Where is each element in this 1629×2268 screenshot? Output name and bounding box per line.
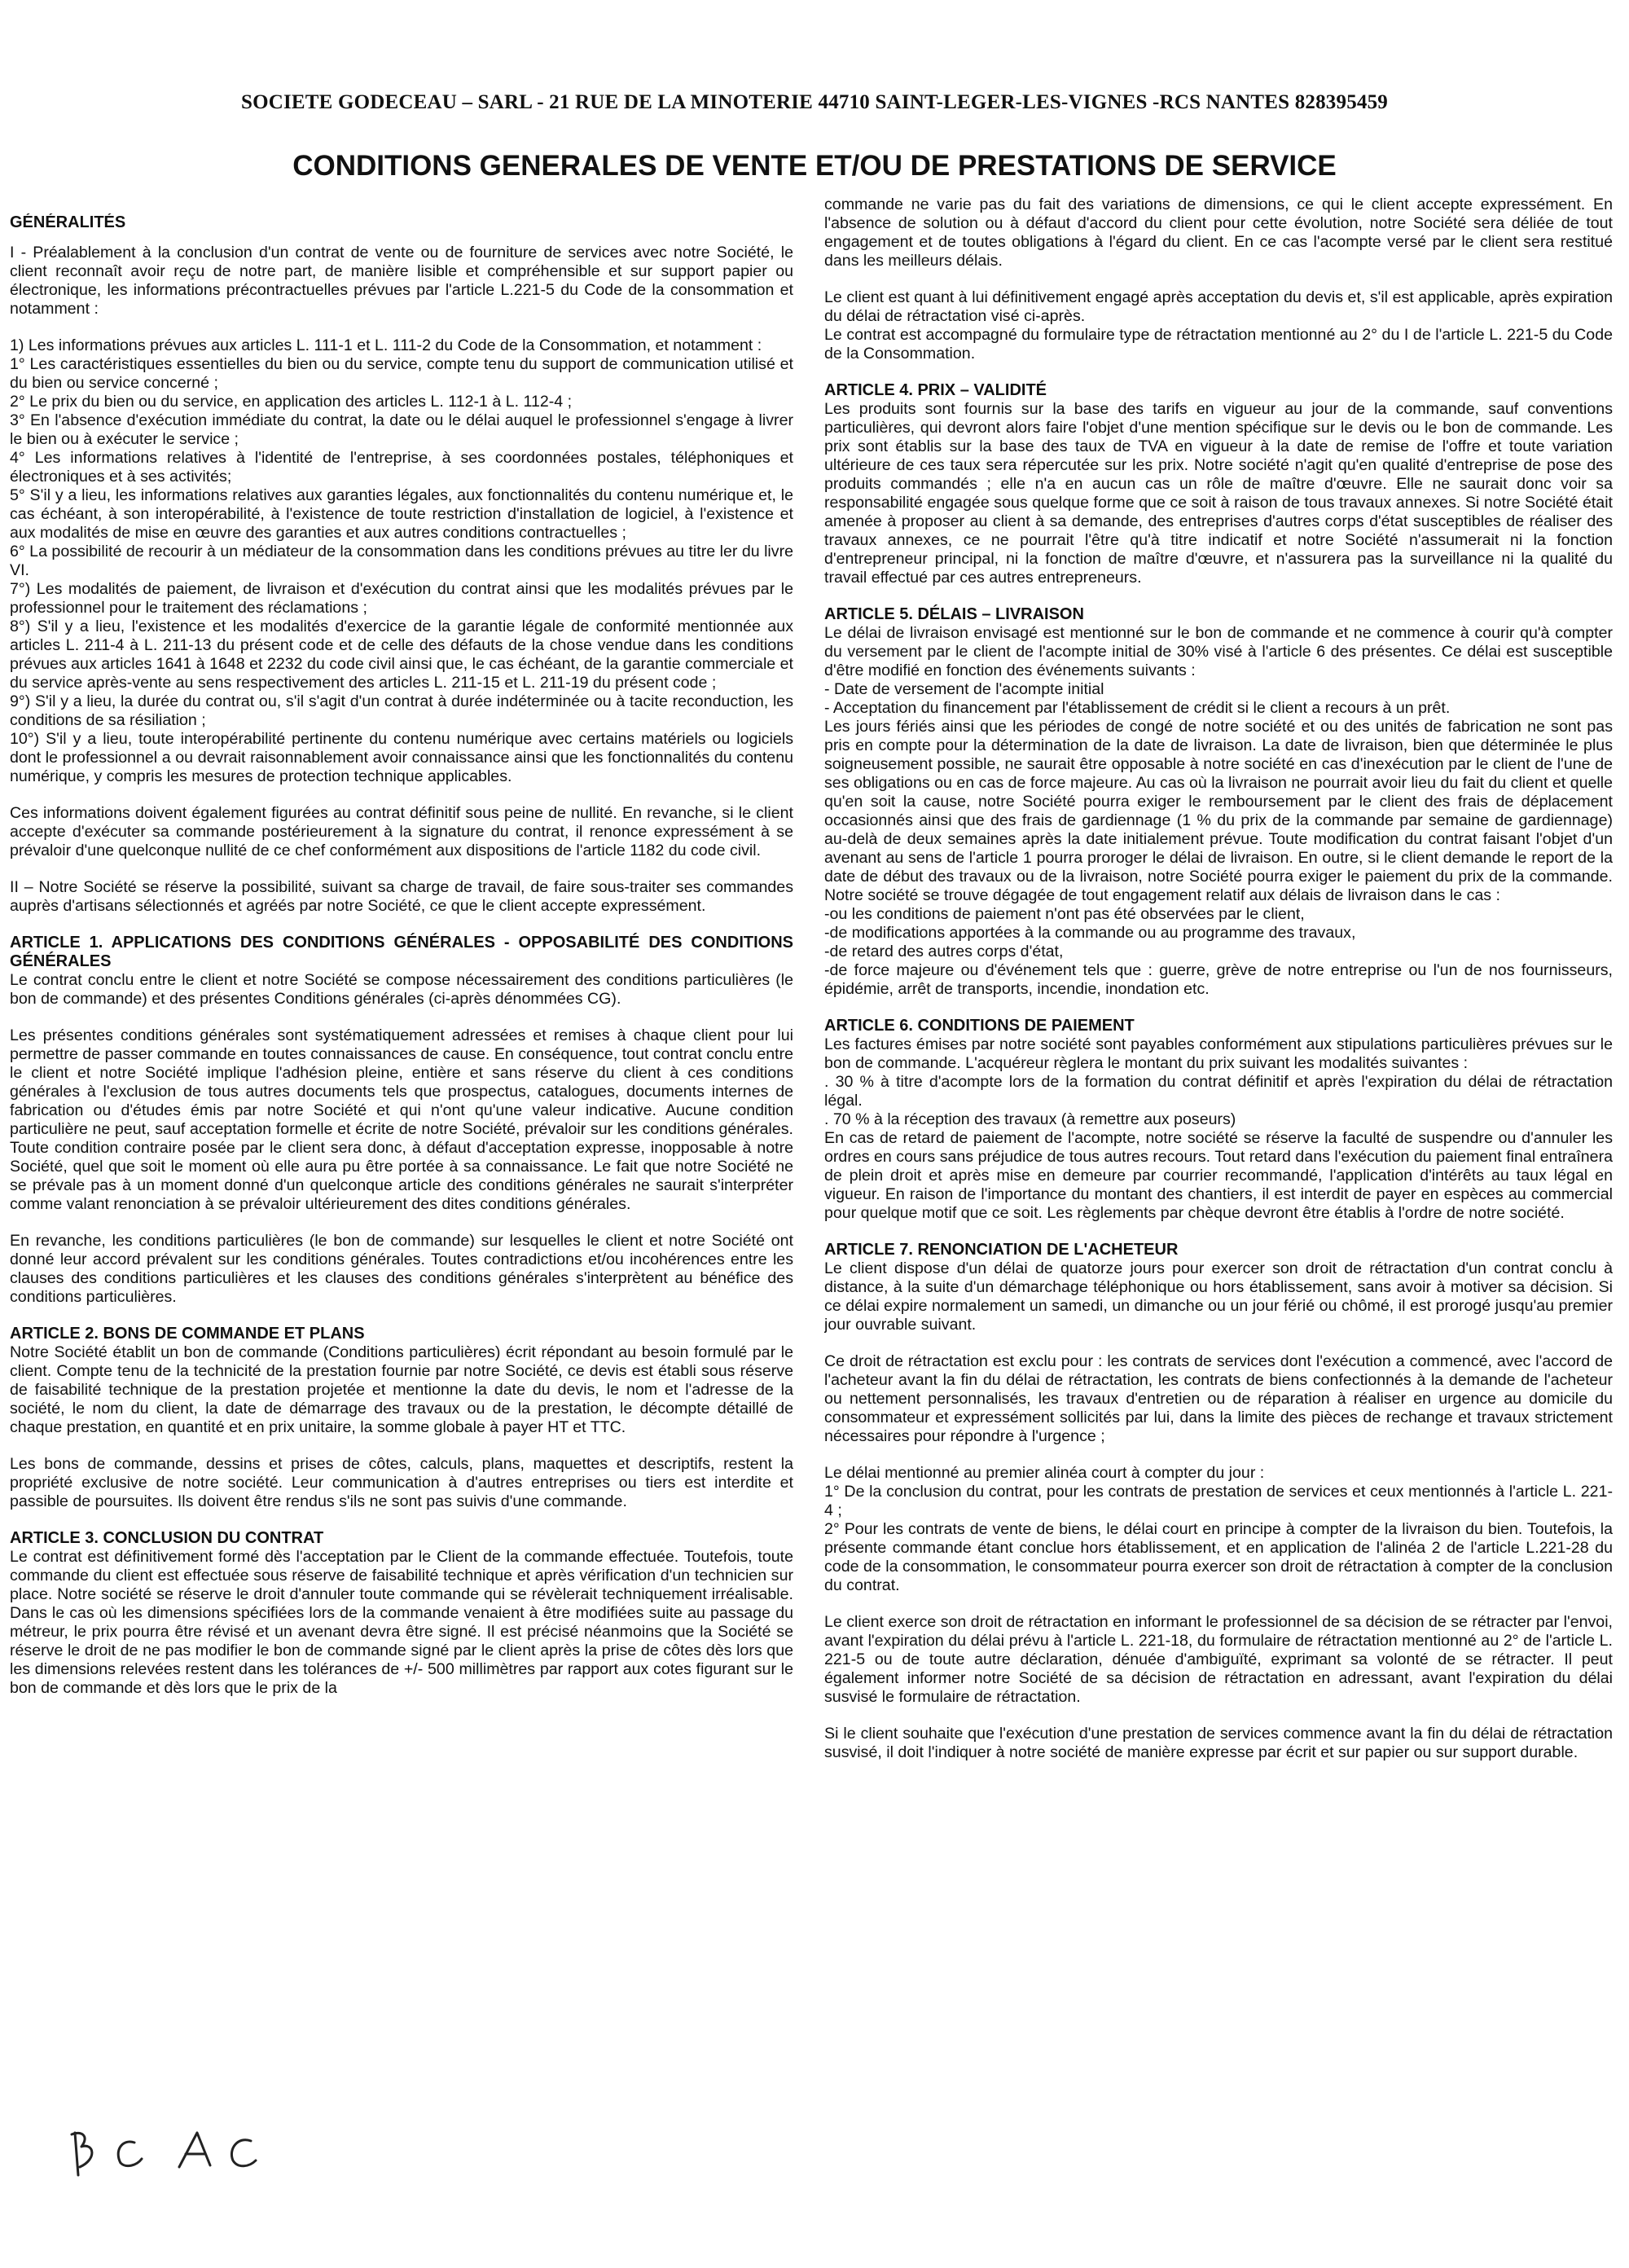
section-title-article-4: ARTICLE 4. PRIX – VALIDITÉ xyxy=(824,381,1047,399)
paragraph: En revanche, les conditions particulières (le bon de commande) sur lesquelles le client et notre Société ont donné leur accord prévalent sur les conditions générales. Toutes contradictions et/ou incohérences entre les clauses des conditions particulières et les clauses des conditions générales s'interprètent au bénéfice des conditions particulières. xyxy=(10,1232,793,1306)
handwritten-initials xyxy=(57,2118,301,2208)
paragraph: En cas de retard de paiement de l'acompte, notre société se réserve la faculté de suspendre ou d'annuler les ordres en cours sans préjudice de tous autres recours. Tout retard dans l'exécution du paiement final entraînera de plein droit et après mise en demeure par courrier recommandé, l'application d'intérêts au taux légal en vigueur. En raison de l'importance du montant des chantiers, il est interdit de payer en espèces au commercial pour quelque motif que ce soit. Les règlements par chèque devront être établis à l'ordre de notre société. xyxy=(824,1129,1613,1222)
paragraph: Si le client souhaite que l'exécution d'une prestation de services commence avant la fin du délai de rétractation susvisé, il doit l'indiquer à notre société de manière expresse par écrit et sur papier ou sur support durable. xyxy=(824,1725,1613,1761)
paragraph: Le client est quant à lui définitivement engagé après acceptation du devis et, s'il est applicable, après expiration du délai de rétractation visé ci-après. xyxy=(824,288,1613,325)
list-item: . 70 % à la réception des travaux (à remettre aux poseurs) xyxy=(824,1110,1236,1128)
paragraph: Le contrat est définitivement formé dès l'acceptation par le Client de la commande effectuée. Toutefois, toute commande du client est effectuée sous réserve de faisabilité technique et après vérification d'un technicien sur place. Notre société se réserve le droit d'annuler toute commande qui se révèlerait techniquement irréalisable. Dans le cas où les dimensions spécifiées lors de la commande venaient à être modifiées suite au passage du métreur, le prix pourra être révisé et un avenant devra être signé. Il est précisé néanmoins que la Société se réserve le droit de ne pas modifier le bon de commande signé par le client après la prise de côtes dès lors que les dimensions relevées restent dans les tolérances de +/- 500 millimètres par rapport aux cotes figurant sur le bon de commande et dès lors que le prix de la xyxy=(10,1548,793,1697)
document-title: CONDITIONS GENERALES DE VENTE ET/OU DE PRESTATIONS DE SERVICE xyxy=(292,150,1337,182)
list-item: 5° S'il y a lieu, les informations relatives aux garanties légales, aux fonctionnalités du contenu numérique et, le cas échéant, à son interopérabilité, à l'existence de toute restriction d'installation de logiciel, à l'existence et aux modalités de mise en œuvre des garanties et aux autres conditions contractuelles ; xyxy=(10,486,793,542)
section-title-article-6: ARTICLE 6. CONDITIONS DE PAIEMENT xyxy=(824,1017,1135,1035)
paragraph: Ce droit de rétractation est exclu pour : les contrats de services dont l'exécution a commencé, avec l'accord de l'acheteur avant la fin du délai de rétractation, les contrats de biens confectionnés à la demande de l'acheteur ou nettement personnalisés, les travaux d'entretien ou de réparation à réaliser en urgence au domicile du consommateur et expressément sollicités par lui, dans la limite des pièces de rechange et travaux strictement nécessaires pour répondre à l'urgence ; xyxy=(824,1352,1613,1445)
paragraph: II – Notre Société se réserve la possibilité, suivant sa charge de travail, de faire sous-traiter ses commandes auprès d'artisans sélectionnés et agréés par notre Société, ce que le client accepte expressément. xyxy=(10,878,793,915)
paragraph: Les présentes conditions générales sont systématiquement adressées et remises à chaque client pour lui permettre de passer commande en toutes connaissances de cause. En conséquence, tout contrat conclu entre le client et notre Société implique l'adhésion pleine, entière et sans réserve du client à ces conditions générales à l'exclusion de tous autres documents tels que prospectus, catalogues, documents internes de fabrication ou d'études émis par notre Société et qui n'ont qu'une valeur indicative. Aucune condition particulière ne peut, sauf acceptation formelle et écrite de notre Société, prévaloir sur les conditions générales. Toute condition contraire posée par le client sera donc, à défaut d'acceptation expresse, inopposable à notre Société, quel que soit le moment où elle aura pu être portée à sa connaissance. Le fait que notre Société ne se prévale pas à un moment donné d'un quelconque article des conditions générales ne saurait s'interpréter comme valant renonciation à se prévaloir ultérieurement des dites conditions générales. xyxy=(10,1026,793,1213)
paragraph: Le contrat est accompagné du formulaire type de rétractation mentionné au 2° du I de l'article L. 221-5 du Code de la Consommation. xyxy=(824,326,1613,363)
section-title-generalites: GÉNÉRALITÉS xyxy=(10,213,126,231)
list-item: -de force majeure ou d'événement tels que : guerre, grève de notre entreprise ou l'un de nos fournisseurs, épidémie, arrêt de transports, incendie, inondation etc. xyxy=(824,961,1613,998)
list-item: - Date de versement de l'acompte initial xyxy=(824,680,1104,698)
paragraph: Le délai de livraison envisagé est mentionné sur le bon de commande et ne commence à courir qu'à compter du versement par le client de l'acompte initial de 30% visé à l'article 6 des présentes. Ce délai est susceptible d'être modifié en fonction des événements suivants : xyxy=(824,624,1613,679)
section-title-article-3: ARTICLE 3. CONCLUSION DU CONTRAT xyxy=(10,1529,324,1547)
paragraph: Notre Société établit un bon de commande (Conditions particulières) écrit répondant au besoin formulé par le client. Compte tenu de la technicité de la prestation fournie par notre Société, ce devis est établi sous réserve de faisabilité technique de la prestation projetée et mentionne la date du devis, le nom et l'adresse de la société, le nom du client, la date de démarrage des travaux ou de la prestation, le décompte détaillé de chaque prestation, en quantité et en prix unitaire, la somme globale à payer HT et TTC. xyxy=(10,1343,793,1436)
left-column xyxy=(10,213,793,2079)
paragraph: Le client dispose d'un délai de quatorze jours pour exercer son droit de rétractation d'un contrat conclu à distance, à la suite d'un démarchage téléphonique ou hors établissement, sans avoir à motiver sa décision. Si ce délai expire normalement un samedi, un dimanche ou un jour férié ou chômé, il est prorogé jusqu'au premier jour ouvrable suivant. xyxy=(824,1259,1613,1334)
list-item: 9°) S'il y a lieu, la durée du contrat ou, s'il s'agit d'un contrat à durée indéterminée ou à tacite reconduction, les conditions de sa résiliation ; xyxy=(10,692,793,729)
section-title-article-7: ARTICLE 7. RENONCIATION DE L'ACHETEUR xyxy=(824,1241,1179,1259)
list-item: 4° Les informations relatives à l'identité de l'entreprise, à ses coordonnées postales, téléphoniques et électroniques et à ses activités; xyxy=(10,449,793,486)
list-item: 10°) S'il y a lieu, toute interopérabilité pertinente du contenu numérique avec certains matériels ou logiciels dont le professionnel a ou devrait raisonnablement avoir connaissance ainsi que les fonctionnalités du contenu numérique, y compris les mesures de protection technique applicables. xyxy=(10,730,793,785)
list-item: -ou les conditions de paiement n'ont pas été observées par le client, xyxy=(824,905,1305,923)
section-title-article-5: ARTICLE 5. DÉLAIS – LIVRAISON xyxy=(824,605,1084,623)
list-item: 1° De la conclusion du contrat, pour les contrats de prestation de services et ceux mentionnés à l'article L. 221-4 ; xyxy=(824,1483,1613,1519)
list-item: 6° La possibilité de recourir à un médiateur de la consommation dans les conditions prévues au titre ler du livre VI. xyxy=(10,543,793,579)
list-item: 1° Les caractéristiques essentielles du bien ou du service, compte tenu du support de communication utilisé et du bien ou service concerné ; xyxy=(10,355,793,392)
paragraph: Ces informations doivent également figurées au contrat définitif sous peine de nullité. En revanche, si le client accepte d'exécuter sa commande postérieurement à la signature du contrat, il renonce expressément à se prévaloir d'une quelconque nullité de ce chef conformément aux dispositions de l'article 1182 du code civil. xyxy=(10,804,793,859)
paragraph: Les produits sont fournis sur la base des tarifs en vigueur au jour de la commande, sauf conventions particulières, qui devront alors faire l'objet d'une mention spécifique sur le devis ou le bon de commande. Les prix sont établis sur la base des taux de TVA en vigueur à la date de remise de l'offre et toute variation ultérieure de ces taux sera répercutée sur les prix. Notre société n'agit qu'en qualité d'entreprise de pose des produits commandés ; elle n'a en aucun cas un rôle de maître d'œuvre. Elle ne saurait donc voir sa responsabilité engagée sous quelque forme que ce soit à raison de tous travaux annexes. Si notre Société était amenée à proposer au client à sa demande, des entreprises d'autres corps d'état susceptibles de réaliser des travaux annexes, ce ne pourrait l'être qu'à titre indicatif et notre Société n'assumerait ni la fonction d'entrepreneur principal, ni la fonction de maître d'œuvre, et n'assurera pas la surveillance ni la qualité du travail effectué par ces autres entrepreneurs. xyxy=(824,400,1613,587)
paragraph: Les factures émises par notre société sont payables conformément aux stipulations particulières prévues sur le bon de commande. L'acquéreur règlera le montant du prix suivant les modalités suivantes : xyxy=(824,1035,1613,1072)
list-item: - Acceptation du financement par l'établissement de crédit si le client a recours à un prêt. xyxy=(824,699,1451,717)
section-title-article-2: ARTICLE 2. BONS DE COMMANDE ET PLANS xyxy=(10,1325,365,1343)
right-column xyxy=(824,196,1613,2077)
list-item: -de modifications apportées à la commande ou au programme des travaux, xyxy=(824,924,1356,942)
list-item: 8°) S'il y a lieu, l'existence et les modalités d'exercice de la garantie légale de conformité mentionnée aux articles L. 211-4 à L. 211-13 du présent code et de celle des défauts de la chose vendue dans les conditions prévues aux articles 1641 à 1648 et 2232 du code civil ainsi que, le cas échéant, de la garantie commerciale et du service après-vente au sens respectivement des articles L. 211-15 et L. 211-19 du présent code ; xyxy=(10,618,793,692)
paragraph: Le client exerce son droit de rétractation en informant le professionnel de sa décision de se rétracter par l'envoi, avant l'expiration du délai prévu à l'article L. 221-18, du formulaire de rétractation mentionné au 2° de l'article L. 221-5 ou de toute autre déclaration, dénuée d'ambiguïté, exprimant sa volonté de se rétracter. Il peut également informer notre Société de sa décision de rétractation en adressant, avant l'expiration du délai susvisé le formulaire de rétractation. xyxy=(824,1613,1613,1706)
paragraph: 1) Les informations prévues aux articles L. 111-1 et L. 111-2 du Code de la Consommation, et notamment : xyxy=(10,336,762,354)
list-item: 7°) Les modalités de paiement, de livraison et d'exécution du contrat ainsi que les modalités prévues par le professionnel pour le traitement des réclamations ; xyxy=(10,580,793,617)
list-item: . 30 % à titre d'acompte lors de la formation du contrat définitif et après l'expiration du délai de rétractation légal. xyxy=(824,1073,1613,1110)
company-header: SOCIETE GODECEAU – SARL - 21 RUE DE LA MINOTERIE 44710 SAINT-LEGER-LES-VIGNES -RCS NANTES 828395459 xyxy=(240,91,1389,113)
paragraph: Le contrat conclu entre le client et notre Société se compose nécessairement des conditions particulières (le bon de commande) et des présentes Conditions générales (ci-après dénommées CG). xyxy=(10,971,793,1008)
list-item: 2° Pour les contrats de vente de biens, le délai court en principe à compter de la livraison du bien. Toutefois, la présente commande étant conclue hors établissement, et en application de l'alinéa 2 de l'article L.221-28 du code de la consommation, le consommateur pourra exercer son droit de rétractation à compter de la conclusion du contrat. xyxy=(824,1520,1613,1594)
paragraph: commande ne varie pas du fait des variations de dimensions, ce qui le client accepte expressément. En l'absence de solution ou à défaut d'accord du client pour cette évolution, notre Société sera déliée de tout engagement et de toutes obligations à l'égard du client. En ce cas l'acompte versé par le client sera restitué dans les meilleurs délais. xyxy=(824,196,1613,270)
paragraph: Les bons de commande, dessins et prises de côtes, calculs, plans, maquettes et descriptifs, restent la propriété exclusive de notre société. Leur communication à d'autres entreprises ou tiers est interdite et passible de poursuites. Ils doivent être rendus s'ils ne sont pas suivis d'une commande. xyxy=(10,1455,793,1510)
list-item: -de retard des autres corps d'état, xyxy=(824,943,1064,960)
paragraph: Les jours fériés ainsi que les périodes de congé de notre société et ou des unités de fabrication ne sont pas pris en compte pour la détermination de la date de livraison. La date de livraison, bien que déterminée le plus soigneusement possible, ne saurait être opposable à notre société en cas d'inexécution par le client de l'une de ses obligations ou en cas de force majeure. Au cas où la livraison ne pourrait avoir lieu du fait du client et quelle qu'en soit la cause, notre Société pourra exiger le remboursement par le client des frais de déplacement occasionnés ainsi que des frais de gardiennage (1 % du prix de la commande par semaine de gardiennage) au-delà de deux semaines après la date initialement prévue. Toute modification du contrat faisant l'objet d'un avenant au sens de l'article 1 pourra proroger le délai de livraison. En outre, si le client demande le report de la date de début des travaux ou de la livraison, notre Société pourra exiger le paiement du prix de la commande. Notre société se trouve dégagée de tout engagement relatif aux délais de livraison dans le cas : xyxy=(824,718,1613,904)
list-item: 3° En l'absence d'exécution immédiate du contrat, la date ou le délai auquel le professionnel s'engage à livrer le bien ou à exécuter le service ; xyxy=(10,411,793,448)
section-title-article-1: ARTICLE 1. APPLICATIONS DES CONDITIONS GÉNÉRALES - OPPOSABILITÉ DES CONDITIONS GÉNÉRALES xyxy=(10,934,793,970)
list-item: 2° Le prix du bien ou du service, en application des articles L. 112-1 à L. 112-4 ; xyxy=(10,393,573,411)
paragraph: I - Préalablement à la conclusion d'un contrat de vente ou de fourniture de services avec notre Société, le client reconnaît avoir reçu de notre part, de manière lisible et compréhensible et sur support papier ou électronique, les informations précontractuelles prévues par l'article L.221-5 du Code de la consommation et notamment : xyxy=(10,244,793,318)
paragraph: Le délai mentionné au premier alinéa court à compter du jour : xyxy=(824,1464,1265,1482)
